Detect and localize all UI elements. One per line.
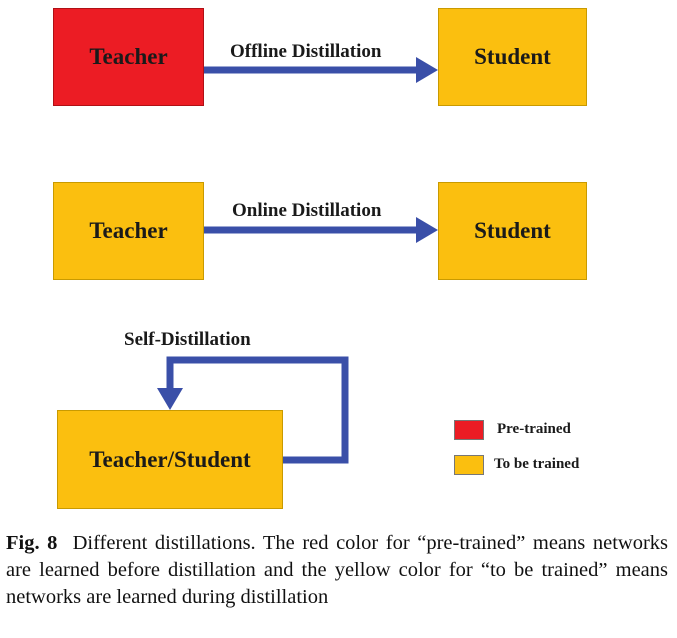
offline-teacher-label: Teacher [89, 44, 168, 69]
online-arrow [204, 217, 438, 243]
self-teacher-student-label: Teacher/Student [89, 446, 251, 472]
online-teacher-label: Teacher [89, 218, 168, 243]
self-distillation-loop-arrow [157, 360, 345, 460]
figure-caption [6, 530, 668, 611]
self-distillation-label: Self-Distillation [124, 329, 251, 350]
legend-pretrained-swatch [454, 420, 484, 440]
online-student-label: Student [474, 218, 551, 243]
offline-student-label: Student [474, 44, 551, 69]
legend-to-be-trained-swatch [454, 455, 484, 475]
figure-number: Fig. 8 [6, 532, 58, 554]
offline-distillation-label: Offline Distillation [230, 41, 382, 62]
offline-arrow [204, 57, 438, 83]
figure-caption-text: Different distillations. The red color for “pre-trained” means networks are learned before distillation and the yellow color for “to be trained” means networks are learned during distillation [6, 532, 668, 608]
legend-pretrained-label: Pre-trained [497, 421, 571, 437]
legend-to-be-trained-label: To be trained [494, 456, 580, 472]
online-distillation-label: Online Distillation [232, 200, 382, 221]
